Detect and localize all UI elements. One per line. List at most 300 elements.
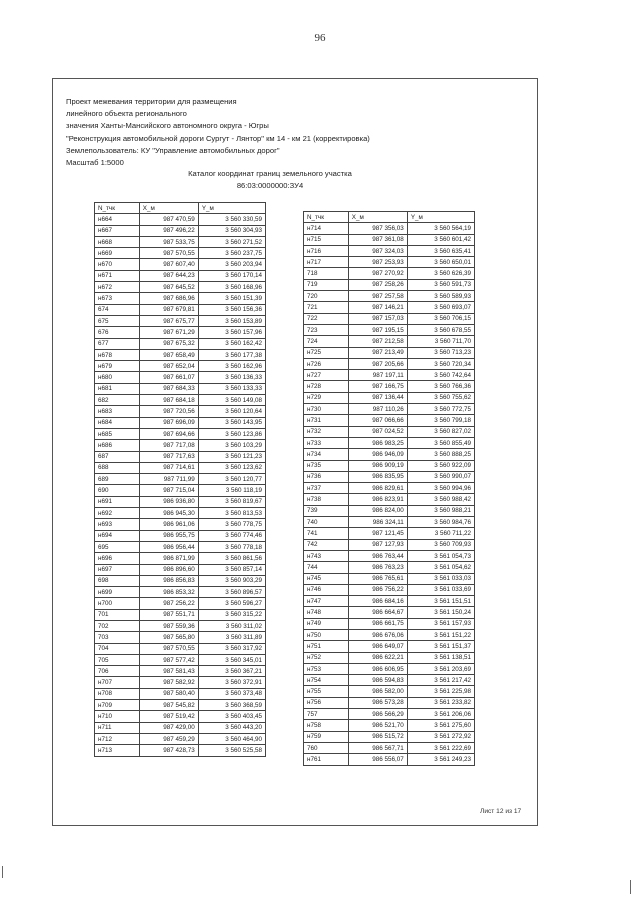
- table-row: [95, 248, 266, 259]
- x-coordinate-cell: 986 676,06: [348, 629, 407, 640]
- table-row: [95, 677, 266, 688]
- table-row: [304, 720, 475, 731]
- y-coordinate-cell: 3 561 138,51: [407, 652, 474, 663]
- x-coordinate-cell: 987 551,71: [139, 609, 198, 620]
- x-coordinate-cell: 987 213,49: [348, 347, 407, 358]
- table-row: [304, 347, 475, 358]
- y-coordinate-cell: 3 561 217,42: [407, 675, 474, 686]
- y-coordinate-cell: 3 560 693,07: [407, 302, 474, 313]
- y-coordinate-cell: 3 560 464,90: [198, 733, 265, 744]
- point-number-cell: 760: [304, 742, 349, 753]
- point-number-cell: н669: [95, 248, 140, 259]
- table-row: [95, 496, 266, 507]
- page-number: 96: [314, 32, 326, 44]
- point-number-cell: н691: [95, 496, 140, 507]
- y-coordinate-cell: 3 561 157,93: [407, 618, 474, 629]
- table-row: [304, 573, 475, 584]
- point-number-cell: н747: [304, 596, 349, 607]
- x-coordinate-cell: 986 856,83: [139, 575, 198, 586]
- point-number-cell: н693: [95, 519, 140, 530]
- y-coordinate-cell: 3 560 311,02: [198, 620, 265, 631]
- x-coordinate-cell: 987 717,63: [139, 451, 198, 462]
- x-coordinate-cell: 987 696,09: [139, 417, 198, 428]
- table-row: [304, 291, 475, 302]
- point-number-cell: 690: [95, 485, 140, 496]
- y-coordinate-cell: 3 560 742,64: [407, 370, 474, 381]
- y-coordinate-cell: 3 560 136,33: [198, 372, 265, 383]
- point-number-cell: 682: [95, 395, 140, 406]
- y-coordinate-cell: 3 560 120,77: [198, 474, 265, 485]
- table-row: [95, 688, 266, 699]
- table-row: [95, 485, 266, 496]
- x-coordinate-cell: 986 664,67: [348, 607, 407, 618]
- column-header-point: N_тчк: [304, 212, 349, 223]
- point-number-cell: 719: [304, 279, 349, 290]
- point-number-cell: 723: [304, 324, 349, 335]
- table-row: [304, 494, 475, 505]
- y-coordinate-cell: 3 560 711,22: [407, 528, 474, 539]
- point-number-cell: н755: [304, 686, 349, 697]
- table-row: [304, 358, 475, 369]
- x-coordinate-cell: 987 565,80: [139, 632, 198, 643]
- table-row: [95, 643, 266, 654]
- point-number-cell: н752: [304, 652, 349, 663]
- point-number-cell: н707: [95, 677, 140, 688]
- point-number-cell: 741: [304, 528, 349, 539]
- y-coordinate-cell: 3 560 713,23: [407, 347, 474, 358]
- point-number-cell: 704: [95, 643, 140, 654]
- x-coordinate-cell: 987 212,58: [348, 336, 407, 347]
- y-coordinate-cell: 3 561 249,23: [407, 754, 474, 765]
- point-number-cell: н672: [95, 282, 140, 293]
- table-row: [304, 268, 475, 279]
- x-coordinate-cell: 986 909,19: [348, 460, 407, 471]
- point-number-cell: 675: [95, 315, 140, 326]
- catalog-title-text: Каталог координат границ земельного участка: [188, 169, 352, 178]
- y-coordinate-cell: 3 560 177,38: [198, 349, 265, 360]
- point-number-cell: н738: [304, 494, 349, 505]
- point-number-cell: н729: [304, 392, 349, 403]
- y-coordinate-cell: 3 560 589,93: [407, 291, 474, 302]
- point-number-cell: н670: [95, 259, 140, 270]
- x-coordinate-cell: 987 577,42: [139, 654, 198, 665]
- y-coordinate-cell: 3 560 813,53: [198, 508, 265, 519]
- y-coordinate-cell: 3 560 778,18: [198, 541, 265, 552]
- x-coordinate-cell: 987 644,23: [139, 270, 198, 281]
- x-coordinate-cell: 987 519,42: [139, 711, 198, 722]
- table-row: [95, 236, 266, 247]
- table-row: [304, 652, 475, 663]
- table-row: [304, 742, 475, 753]
- y-coordinate-cell: 3 560 120,64: [198, 406, 265, 417]
- table-row: [95, 259, 266, 270]
- x-coordinate-cell: 987 545,82: [139, 700, 198, 711]
- table-row: [95, 406, 266, 417]
- x-coordinate-cell: 987 607,40: [139, 259, 198, 270]
- x-coordinate-cell: 987 127,93: [348, 539, 407, 550]
- header-line-1: Проект межевания территории для размещения: [66, 97, 237, 106]
- point-number-cell: н749: [304, 618, 349, 629]
- y-coordinate-cell: 3 560 635,41: [407, 245, 474, 256]
- x-coordinate-cell: 987 066,66: [348, 415, 407, 426]
- point-number-cell: н735: [304, 460, 349, 471]
- point-number-cell: н753: [304, 663, 349, 674]
- x-coordinate-cell: 987 570,55: [139, 643, 198, 654]
- point-number-cell: 724: [304, 336, 349, 347]
- point-number-cell: н681: [95, 383, 140, 394]
- table-header-row: [95, 203, 266, 214]
- x-coordinate-cell: 987 714,61: [139, 462, 198, 473]
- table-row: [304, 641, 475, 652]
- y-coordinate-cell: 3 560 922,09: [407, 460, 474, 471]
- table-row: [95, 745, 266, 756]
- point-number-cell: 757: [304, 709, 349, 720]
- x-coordinate-cell: 986 556,07: [348, 754, 407, 765]
- y-coordinate-cell: 3 560 861,56: [198, 553, 265, 564]
- table-row: [95, 553, 266, 564]
- catalog-title: [120, 168, 420, 191]
- table-row: [304, 426, 475, 437]
- table-row: [95, 270, 266, 281]
- point-number-cell: н728: [304, 381, 349, 392]
- table-row: [95, 609, 266, 620]
- table-row: [95, 564, 266, 575]
- y-coordinate-cell: 3 561 272,92: [407, 731, 474, 742]
- x-coordinate-cell: 986 763,44: [348, 550, 407, 561]
- y-coordinate-cell: 3 560 774,46: [198, 530, 265, 541]
- table-row: [95, 530, 266, 541]
- point-number-cell: 688: [95, 462, 140, 473]
- point-number-cell: н710: [95, 711, 140, 722]
- y-coordinate-cell: 3 560 157,96: [198, 327, 265, 338]
- y-coordinate-cell: 3 560 315,22: [198, 609, 265, 620]
- table-row: [304, 539, 475, 550]
- y-coordinate-cell: 3 560 311,89: [198, 632, 265, 643]
- point-number-cell: н754: [304, 675, 349, 686]
- x-coordinate-cell: 987 675,77: [139, 315, 198, 326]
- x-coordinate-cell: 987 258,26: [348, 279, 407, 290]
- x-coordinate-cell: 986 871,99: [139, 553, 198, 564]
- x-coordinate-cell: 987 671,29: [139, 327, 198, 338]
- point-number-cell: н746: [304, 584, 349, 595]
- x-coordinate-cell: 987 121,45: [348, 528, 407, 539]
- x-coordinate-cell: 987 711,99: [139, 474, 198, 485]
- table-row: [304, 324, 475, 335]
- table-row: [304, 731, 475, 742]
- point-number-cell: н664: [95, 214, 140, 225]
- x-coordinate-cell: 986 594,83: [348, 675, 407, 686]
- table-row: [304, 517, 475, 528]
- x-coordinate-cell: 987 195,15: [348, 324, 407, 335]
- column-header-x: X_м: [139, 203, 198, 214]
- y-coordinate-cell: 3 561 222,69: [407, 742, 474, 753]
- point-number-cell: н685: [95, 428, 140, 439]
- point-number-cell: н734: [304, 449, 349, 460]
- point-number-cell: н750: [304, 629, 349, 640]
- y-coordinate-cell: 3 560 330,59: [198, 214, 265, 225]
- y-coordinate-cell: 3 561 150,24: [407, 607, 474, 618]
- table-row: [304, 471, 475, 482]
- table-row: [304, 245, 475, 256]
- y-coordinate-cell: 3 560 368,59: [198, 700, 265, 711]
- point-number-cell: 739: [304, 505, 349, 516]
- table-row: [95, 587, 266, 598]
- point-number-cell: н686: [95, 440, 140, 451]
- column-header-x: X_м: [348, 212, 407, 223]
- y-coordinate-cell: 3 560 443,20: [198, 722, 265, 733]
- y-coordinate-cell: 3 560 151,39: [198, 293, 265, 304]
- table-row: [95, 508, 266, 519]
- table-row: [95, 451, 266, 462]
- point-number-cell: 705: [95, 654, 140, 665]
- x-coordinate-cell: 986 515,72: [348, 731, 407, 742]
- x-coordinate-cell: 987 496,22: [139, 225, 198, 236]
- x-coordinate-cell: 986 956,44: [139, 541, 198, 552]
- point-number-cell: н756: [304, 697, 349, 708]
- point-number-cell: н745: [304, 573, 349, 584]
- y-coordinate-cell: 3 561 233,82: [407, 697, 474, 708]
- point-number-cell: 703: [95, 632, 140, 643]
- table-row: [304, 460, 475, 471]
- x-coordinate-cell: 987 324,03: [348, 245, 407, 256]
- table-row: [304, 234, 475, 245]
- y-coordinate-cell: 3 561 033,69: [407, 584, 474, 595]
- x-coordinate-cell: 987 197,11: [348, 370, 407, 381]
- table-row: [304, 381, 475, 392]
- y-coordinate-cell: 3 560 162,42: [198, 338, 265, 349]
- y-coordinate-cell: 3 560 706,15: [407, 313, 474, 324]
- x-coordinate-cell: 986 983,25: [348, 437, 407, 448]
- x-coordinate-cell: 987 582,92: [139, 677, 198, 688]
- y-coordinate-cell: 3 560 304,93: [198, 225, 265, 236]
- x-coordinate-cell: 986 684,16: [348, 596, 407, 607]
- y-coordinate-cell: 3 560 855,49: [407, 437, 474, 448]
- y-coordinate-cell: 3 560 819,67: [198, 496, 265, 507]
- point-number-cell: 702: [95, 620, 140, 631]
- x-coordinate-cell: 987 715,04: [139, 485, 198, 496]
- y-coordinate-cell: 3 560 650,01: [407, 257, 474, 268]
- y-coordinate-cell: 3 560 203,94: [198, 259, 265, 270]
- table-row: [95, 383, 266, 394]
- point-number-cell: 677: [95, 338, 140, 349]
- point-number-cell: н692: [95, 508, 140, 519]
- y-coordinate-cell: 3 560 601,42: [407, 234, 474, 245]
- x-coordinate-cell: 986 573,28: [348, 697, 407, 708]
- y-coordinate-cell: 3 561 206,06: [407, 709, 474, 720]
- point-number-cell: 721: [304, 302, 349, 313]
- table-row: [304, 449, 475, 460]
- column-header-y: Y_м: [407, 212, 474, 223]
- x-coordinate-cell: 987 686,96: [139, 293, 198, 304]
- y-coordinate-cell: 3 560 564,19: [407, 223, 474, 234]
- y-coordinate-cell: 3 561 275,60: [407, 720, 474, 731]
- table-row: [95, 575, 266, 586]
- table-row: [95, 428, 266, 439]
- point-number-cell: 720: [304, 291, 349, 302]
- y-coordinate-cell: 3 560 903,29: [198, 575, 265, 586]
- table-row: [304, 257, 475, 268]
- x-coordinate-cell: 986 582,00: [348, 686, 407, 697]
- point-number-cell: н683: [95, 406, 140, 417]
- table-header-row: [304, 212, 475, 223]
- point-number-cell: н725: [304, 347, 349, 358]
- point-number-cell: н730: [304, 404, 349, 415]
- table-row: [95, 315, 266, 326]
- x-coordinate-cell: 987 559,36: [139, 620, 198, 631]
- table-row: [304, 629, 475, 640]
- point-number-cell: н761: [304, 754, 349, 765]
- table-row: [304, 483, 475, 494]
- point-number-cell: н751: [304, 641, 349, 652]
- point-number-cell: н671: [95, 270, 140, 281]
- y-coordinate-cell: 3 560 720,34: [407, 358, 474, 369]
- point-number-cell: 674: [95, 304, 140, 315]
- sheet-label: Лист 12 из 17: [480, 808, 522, 815]
- table-row: [95, 598, 266, 609]
- x-coordinate-cell: 987 166,75: [348, 381, 407, 392]
- x-coordinate-cell: 986 955,75: [139, 530, 198, 541]
- point-number-cell: 689: [95, 474, 140, 485]
- y-coordinate-cell: 3 560 778,75: [198, 519, 265, 530]
- point-number-cell: н716: [304, 245, 349, 256]
- x-coordinate-cell: 987 570,55: [139, 248, 198, 259]
- x-coordinate-cell: 987 652,04: [139, 361, 198, 372]
- x-coordinate-cell: 987 658,49: [139, 349, 198, 360]
- point-number-cell: н700: [95, 598, 140, 609]
- y-coordinate-cell: 3 560 153,89: [198, 315, 265, 326]
- y-coordinate-cell: 3 560 994,96: [407, 483, 474, 494]
- point-number-cell: н668: [95, 236, 140, 247]
- y-coordinate-cell: 3 561 225,98: [407, 686, 474, 697]
- table-row: [95, 225, 266, 236]
- table-row: [95, 293, 266, 304]
- y-coordinate-cell: 3 560 143,95: [198, 417, 265, 428]
- x-coordinate-cell: 987 361,08: [348, 234, 407, 245]
- y-coordinate-cell: 3 560 772,75: [407, 404, 474, 415]
- x-coordinate-cell: 987 270,92: [348, 268, 407, 279]
- table-row: [95, 666, 266, 677]
- y-coordinate-cell: 3 560 133,33: [198, 383, 265, 394]
- point-number-cell: 687: [95, 451, 140, 462]
- x-coordinate-cell: 987 717,08: [139, 440, 198, 451]
- table-row: [304, 697, 475, 708]
- x-coordinate-cell: 987 684,33: [139, 383, 198, 394]
- table-row: [304, 584, 475, 595]
- table-row: [95, 722, 266, 733]
- point-number-cell: н731: [304, 415, 349, 426]
- point-number-cell: н709: [95, 700, 140, 711]
- x-coordinate-cell: 987 684,18: [139, 395, 198, 406]
- y-coordinate-cell: 3 560 367,21: [198, 666, 265, 677]
- y-coordinate-cell: 3 560 162,96: [198, 361, 265, 372]
- table-row: [95, 632, 266, 643]
- column-header-point: N_тчк: [95, 203, 140, 214]
- point-number-cell: 744: [304, 562, 349, 573]
- x-coordinate-cell: 986 756,22: [348, 584, 407, 595]
- point-number-cell: н733: [304, 437, 349, 448]
- x-coordinate-cell: 986 763,23: [348, 562, 407, 573]
- x-coordinate-cell: 987 645,52: [139, 282, 198, 293]
- table-row: [304, 302, 475, 313]
- y-coordinate-cell: 3 560 118,19: [198, 485, 265, 496]
- point-number-cell: н714: [304, 223, 349, 234]
- x-coordinate-cell: 986 566,29: [348, 709, 407, 720]
- y-coordinate-cell: 3 560 525,58: [198, 745, 265, 756]
- y-coordinate-cell: 3 561 054,73: [407, 550, 474, 561]
- table-row: [95, 700, 266, 711]
- y-coordinate-cell: 3 560 237,75: [198, 248, 265, 259]
- x-coordinate-cell: 986 961,06: [139, 519, 198, 530]
- point-number-cell: 701: [95, 609, 140, 620]
- table-row: [95, 361, 266, 372]
- y-coordinate-cell: 3 560 373,48: [198, 688, 265, 699]
- y-coordinate-cell: 3 560 984,76: [407, 517, 474, 528]
- point-number-cell: н678: [95, 349, 140, 360]
- x-coordinate-cell: 986 835,95: [348, 471, 407, 482]
- x-coordinate-cell: 986 945,30: [139, 508, 198, 519]
- x-coordinate-cell: 987 024,52: [348, 426, 407, 437]
- point-number-cell: н748: [304, 607, 349, 618]
- y-coordinate-cell: 3 560 626,39: [407, 268, 474, 279]
- x-coordinate-cell: 986 324,11: [348, 517, 407, 528]
- table-row: [304, 550, 475, 561]
- point-number-cell: н743: [304, 550, 349, 561]
- y-coordinate-cell: 3 560 827,02: [407, 426, 474, 437]
- point-number-cell: 718: [304, 268, 349, 279]
- point-number-cell: н737: [304, 483, 349, 494]
- y-coordinate-cell: 3 560 888,25: [407, 449, 474, 460]
- table-row: [304, 562, 475, 573]
- table-row: [95, 462, 266, 473]
- x-coordinate-cell: 987 459,29: [139, 733, 198, 744]
- point-number-cell: н673: [95, 293, 140, 304]
- x-coordinate-cell: 986 606,95: [348, 663, 407, 674]
- y-coordinate-cell: 3 560 766,36: [407, 381, 474, 392]
- x-coordinate-cell: 986 661,75: [348, 618, 407, 629]
- table-row: [95, 338, 266, 349]
- x-coordinate-cell: 986 521,70: [348, 720, 407, 731]
- y-coordinate-cell: 3 560 168,96: [198, 282, 265, 293]
- table-row: [95, 214, 266, 225]
- x-coordinate-cell: 987 429,00: [139, 722, 198, 733]
- table-row: [304, 313, 475, 324]
- point-number-cell: н726: [304, 358, 349, 369]
- table-row: [304, 415, 475, 426]
- x-coordinate-cell: 987 580,40: [139, 688, 198, 699]
- document-header: [66, 96, 526, 169]
- point-number-cell: 698: [95, 575, 140, 586]
- y-coordinate-cell: 3 560 121,23: [198, 451, 265, 462]
- y-coordinate-cell: 3 560 403,45: [198, 711, 265, 722]
- x-coordinate-cell: 987 661,07: [139, 372, 198, 383]
- point-number-cell: н727: [304, 370, 349, 381]
- table-row: [95, 711, 266, 722]
- x-coordinate-cell: 987 533,75: [139, 236, 198, 247]
- x-coordinate-cell: 986 823,91: [348, 494, 407, 505]
- y-coordinate-cell: 3 560 591,73: [407, 279, 474, 290]
- x-coordinate-cell: 987 675,32: [139, 338, 198, 349]
- scan-artifact: [2, 866, 3, 878]
- point-number-cell: 742: [304, 539, 349, 550]
- table-row: [95, 395, 266, 406]
- table-row: [304, 437, 475, 448]
- table-row: [95, 417, 266, 428]
- y-coordinate-cell: 3 561 151,37: [407, 641, 474, 652]
- point-number-cell: н717: [304, 257, 349, 268]
- header-line-3: значения Ханты-Мансийского автономного округа - Югры: [66, 121, 269, 131]
- point-number-cell: н715: [304, 234, 349, 245]
- y-coordinate-cell: 3 560 678,55: [407, 324, 474, 335]
